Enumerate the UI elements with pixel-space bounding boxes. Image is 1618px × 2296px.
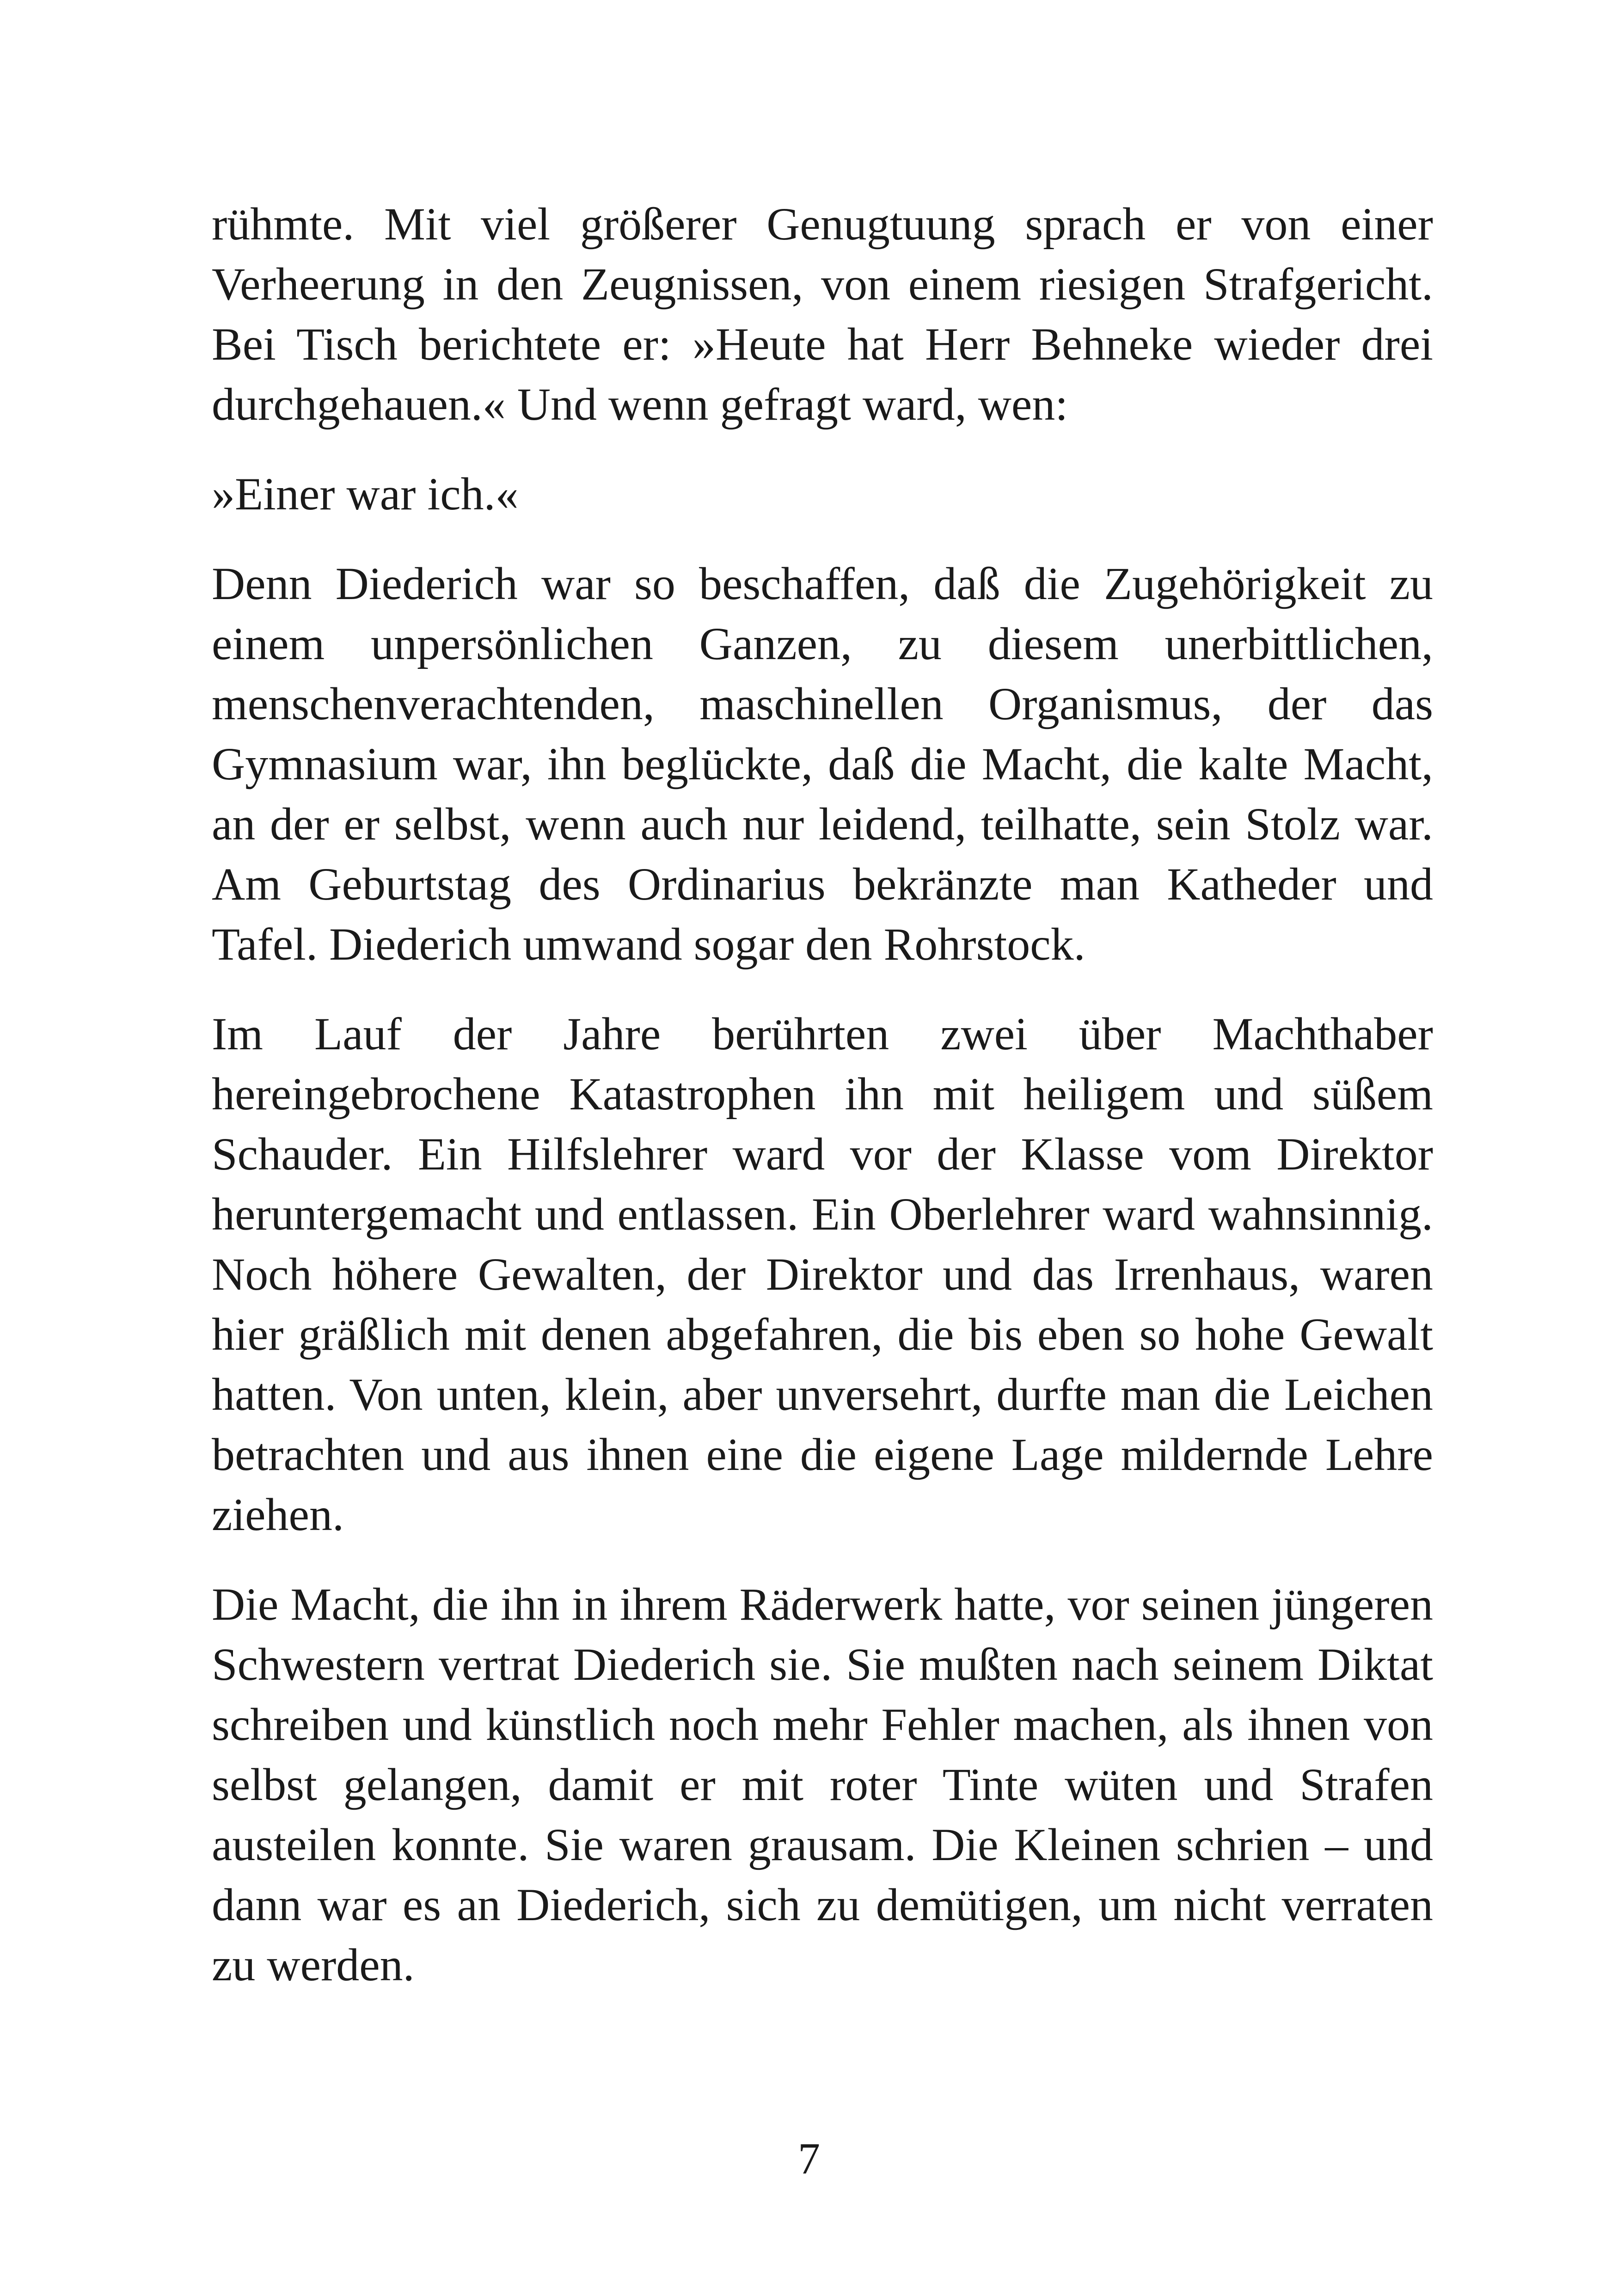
page-number: 7 [798,2134,820,2183]
body-text [212,194,1433,2025]
paragraph-5: Die Macht, die ihn in ihrem Räderwerk hatte, vor seinen jüngeren Schwestern vertrat Diederich sie. Sie mußten nach seinem Diktat schreiben und künstlich noch mehr Fehler machen, als ihnen von selbst gelangen, damit er mit roter Tinte wüten und Strafen austeilen konnte. Sie waren grausam. Die Kleinen schrien – und dann war es an Diederich, sich zu demütigen, um nicht verraten zu werden. [212,1579,1433,1990]
paragraph-2: »Einer war ich.« [212,468,519,520]
paragraph-3: Denn Diederich war so beschaffen, daß die Zugehörigkeit zu einem unpersönlichen Ganzen, zu diesem unerbittlichen, menschenverachtenden, maschinellen Organismus, der das Gymnasium war, ihn beglückte, daß die Macht, die kalte Macht, an der er selbst, wenn auch nur leidend, teilhatte, sein Stolz war. Am Geburtstag des Ordinarius bekränzte man Katheder und Tafel. Diederich umwand sogar den Rohrstock. [212,558,1433,970]
paragraph-4: Im Lauf der Jahre berührten zwei über Machthaber hereingebrochene Katastrophen ihn mit heiligem und süßem Schauder. Ein Hilfslehrer ward vor der Klasse vom Direktor heruntergemacht und entlassen. Ein Oberlehrer ward wahnsinnig. Noch höhere Gewalten, der Direktor und das Irrenhaus, waren hier gräßlich mit denen abgefahren, die bis eben so hohe Gewalt hatten. Von unten, klein, aber unversehrt, durfte man die Leichen betrachten und aus ihnen eine die eigene Lage mildernde Lehre ziehen. [212,1008,1433,1540]
paragraph-1: rühmte. Mit viel größerer Genugtuung sprach er von einer Verheerung in den Zeugnissen, von einem riesigen Strafgericht. Bei Tisch berichtete er: »Heute hat Herr Behneke wieder drei durchgehauen.« Und wenn gefragt ward, wen: [212,198,1433,430]
